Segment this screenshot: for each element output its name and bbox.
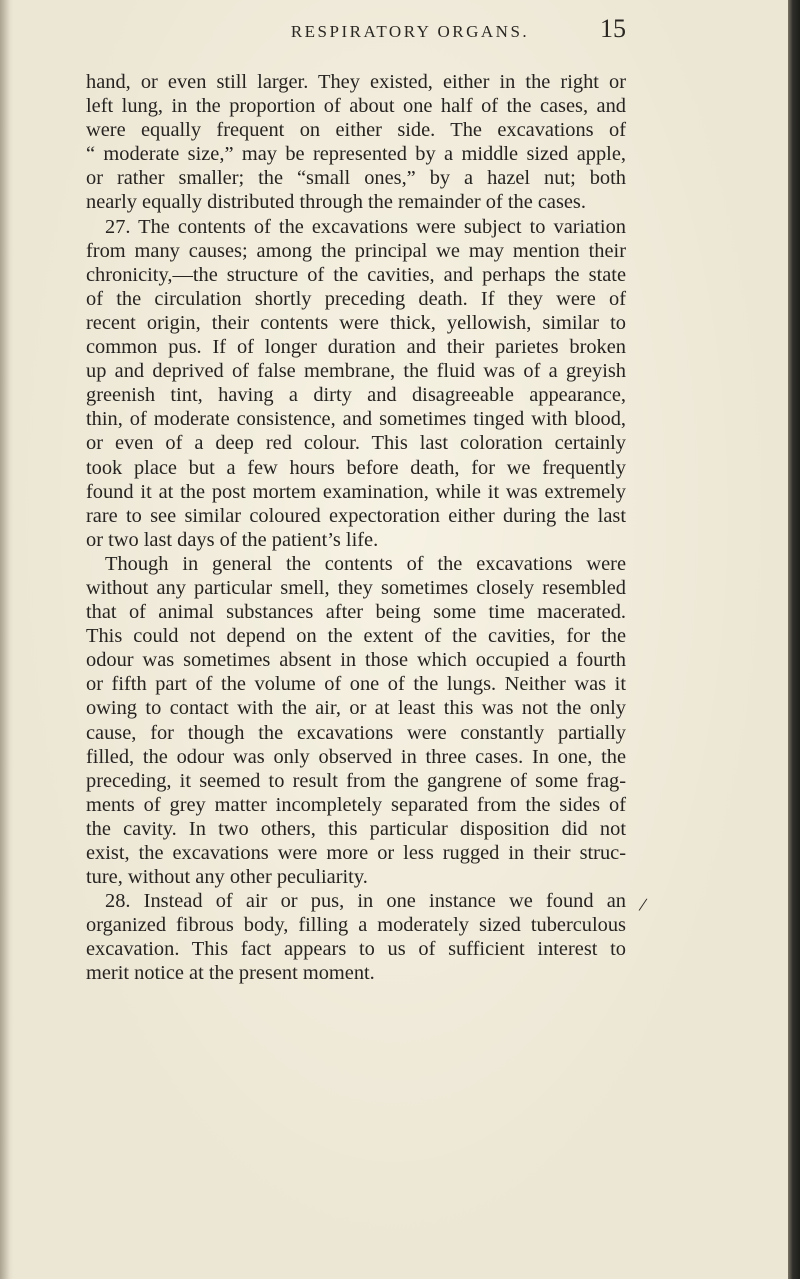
text-line: ments of grey matter incompletely separated from the sides of (86, 793, 626, 816)
text-line: chronicity,—the structure of the cavities, and perhaps the state (86, 263, 626, 286)
text-line: merit notice at the present moment. (86, 962, 375, 985)
text-line: filled, the odour was only observed in three cases. In one, the (86, 745, 626, 768)
text-line: rare to see similar coloured expectoration either during the last (86, 504, 626, 527)
text-line: from many causes; among the principal we may mention their (86, 239, 626, 262)
text-line: thin, of moderate consistence, and sometimes tinged with blood, (86, 408, 626, 431)
text-line: preceding, it seemed to result from the gangrene of some frag- (86, 769, 626, 792)
text-line: organized fibrous body, filling a moderately sized tuberculous (86, 914, 626, 937)
page-number: 15 (600, 14, 626, 43)
text-line: were equally frequent on either side. The excavations of (86, 119, 626, 142)
text-line: that of animal substances after being some time macerated. (86, 601, 626, 624)
text-line: left lung, in the proportion of about one half of the cases, and (86, 95, 626, 118)
paragraph-start-28: 28. Instead of air or pus, in one instance we found an (105, 890, 626, 913)
margin-pencil-mark: / (637, 893, 649, 917)
text-line: This could not depend on the extent of the cavities, for the (86, 625, 626, 648)
text-line: greenish tint, having a dirty and disagreeable appearance, (86, 384, 626, 407)
gutter-shadow (0, 0, 10, 1279)
text-line: odour was sometimes absent in those which occupied a fourth (86, 649, 626, 672)
text-line: recent origin, their contents were thick, yellowish, similar to (86, 311, 626, 334)
text-line: or two last days of the patient’s life. (86, 528, 379, 551)
paragraph-start-though: Though in general the contents of the excavations were (105, 552, 626, 575)
text-line: or rather smaller; the “small ones,” by a hazel nut; both (86, 167, 626, 190)
body-text (86, 70, 626, 986)
text-line: “ moderate size,” may be represented by a middle sized apple, (86, 143, 626, 166)
book-spine-edge (788, 0, 800, 1279)
text-line: cause, for though the excavations were constantly partially (86, 721, 626, 744)
text-line: found it at the post mortem examination, while it was extremely (86, 480, 626, 503)
text-line: the cavity. In two others, this particular disposition did not (86, 817, 626, 840)
text-line: or even of a deep red colour. This last coloration certainly (86, 432, 626, 455)
paragraph-start-27: 27. The contents of the excavations were subject to variation (105, 215, 626, 238)
text-line: excavation. This fact appears to us of sufficient interest to (86, 938, 626, 961)
text-line: took place but a few hours before death, for we frequently (86, 456, 626, 479)
text-line: hand, or even still larger. They existed, either in the right or (86, 71, 626, 93)
text-line: without any particular smell, they sometimes closely resembled (86, 576, 626, 599)
text-line: or fifth part of the volume of one of the lungs. Neither was it (86, 673, 626, 696)
text-line: nearly equally distributed through the remainder of the cases. (86, 191, 586, 214)
text-line: up and deprived of false membrane, the fluid was of a greyish (86, 360, 626, 383)
text-line: of the circulation shortly preceding death. If they were of (86, 287, 626, 310)
text-line: common pus. If of longer duration and their parietes broken (86, 336, 626, 359)
running-head: RESPIRATORY ORGANS. (290, 22, 530, 41)
text-line: exist, the excavations were more or less rugged in their struc- (86, 842, 626, 864)
text-line: owing to contact with the air, or at least this was not the only (86, 697, 626, 720)
text-line: ture, without any other peculiarity. (86, 866, 368, 889)
